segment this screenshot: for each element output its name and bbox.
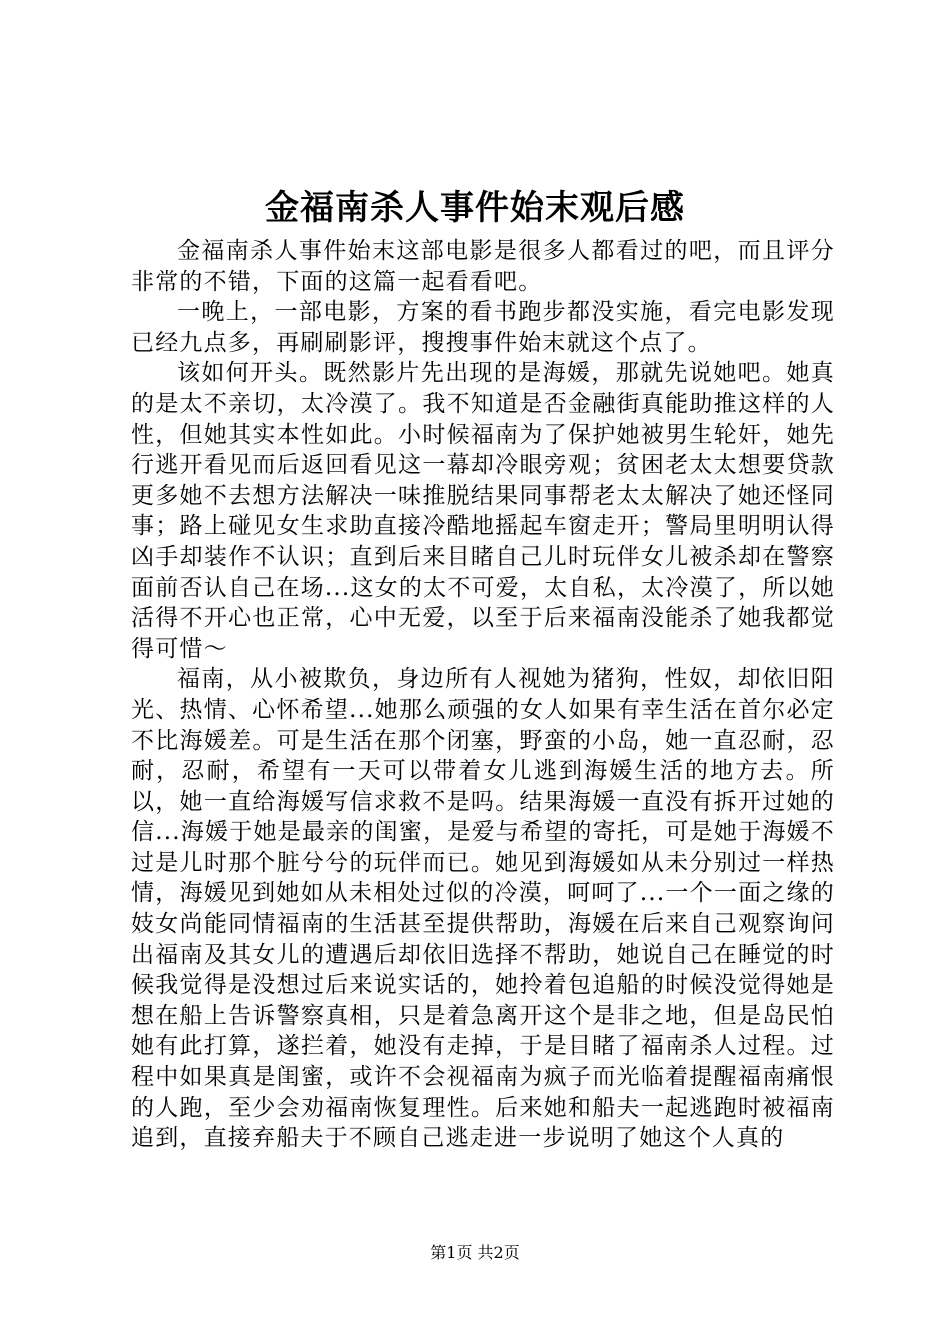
paragraph-haewon: 该如何开头。既然影片先出现的是海媛，那就先说她吧。她真的是太不亲切，太冷漠了。我不知道是否金融街真能助推这样的人性，但她其实本性如此。小时候福南为了保护她被男生轮奸，她先行逃开看见而后返回看见这一幕却冷眼旁观；贫困老太太想要贷款更多她不去想方法解决一味推脱结果同事帮老太太解决了她还怪同事；路上碰见女生求助直接冷酷地摇起车窗走开；警局里明明认得凶手却装作不认识；直到后来目睹自己儿时玩伴女儿被杀却在警察面前否认自己在场...这女的太不可爱，太自私，太冷漠了，所以她活得不开心也正常，心中无爱，以至于后来福南没能杀了她我都觉得可惜～	[131, 360, 835, 662]
document-title: 金福南杀人事件始末观后感	[265, 188, 685, 228]
paragraph-boknam: 福南，从小被欺负，身边所有人视她为猪狗，性奴，却依旧阳光、热情、心怀希望...她那么顽强的女人如果有幸生活在首尔必定不比海媛差。可是生活在那个闭塞，野蛮的小岛，她一直忍耐，忍耐，忍耐，希望有一天可以带着女儿逃到海媛生活的地方去。所以，她一直给海媛写信求救不是吗。结果海媛一直没有拆开过她的信...海媛于她是最亲的闺蜜，是爱与希望的寄托，可是她于海媛不过是儿时那个脏兮兮的玩伴而已。她见到海媛如从未分别过一样热情，海媛见到她如从未相处过似的冷漠，呵呵了...一个一面之缘的妓女尚能同情福南的生活甚至提供帮助，海媛在后来自己观察询问出福南及其女儿的遭遇后却依旧选择不帮助，她说自己在睡觉的时候我觉得是没想过后来说实话的，她拎着包追船的时候没觉得她是想在船上告诉警察真相，只是着急离开这个是非之地，但是岛民怕她有此打算，遂拦着，她没有走掉，于是目睹了福南杀人过程。过程中如果真是闺蜜，或许不会视福南为疯子而光临着提醒福南痛恨的人跑，至少会劝福南恢复理性。后来她和船夫一起逃跑时被福南追到，直接弃船夫于不顾自己逃走进一步说明了她这个人真的	[131, 666, 835, 1152]
paragraph-evening: 一晚上，一部电影，方案的看书跑步都没实施，看完电影发现已经九点多，再刷刷影评，搜搜事件始末就这个点了。	[131, 299, 835, 356]
document-body	[131, 236, 835, 1154]
paragraph-intro: 金福南杀人事件始末这部电影是很多人都看过的吧，而且评分非常的不错，下面的这篇一起看看吧。	[131, 238, 835, 295]
page-number-footer: 第1页 共2页	[430, 1243, 520, 1262]
